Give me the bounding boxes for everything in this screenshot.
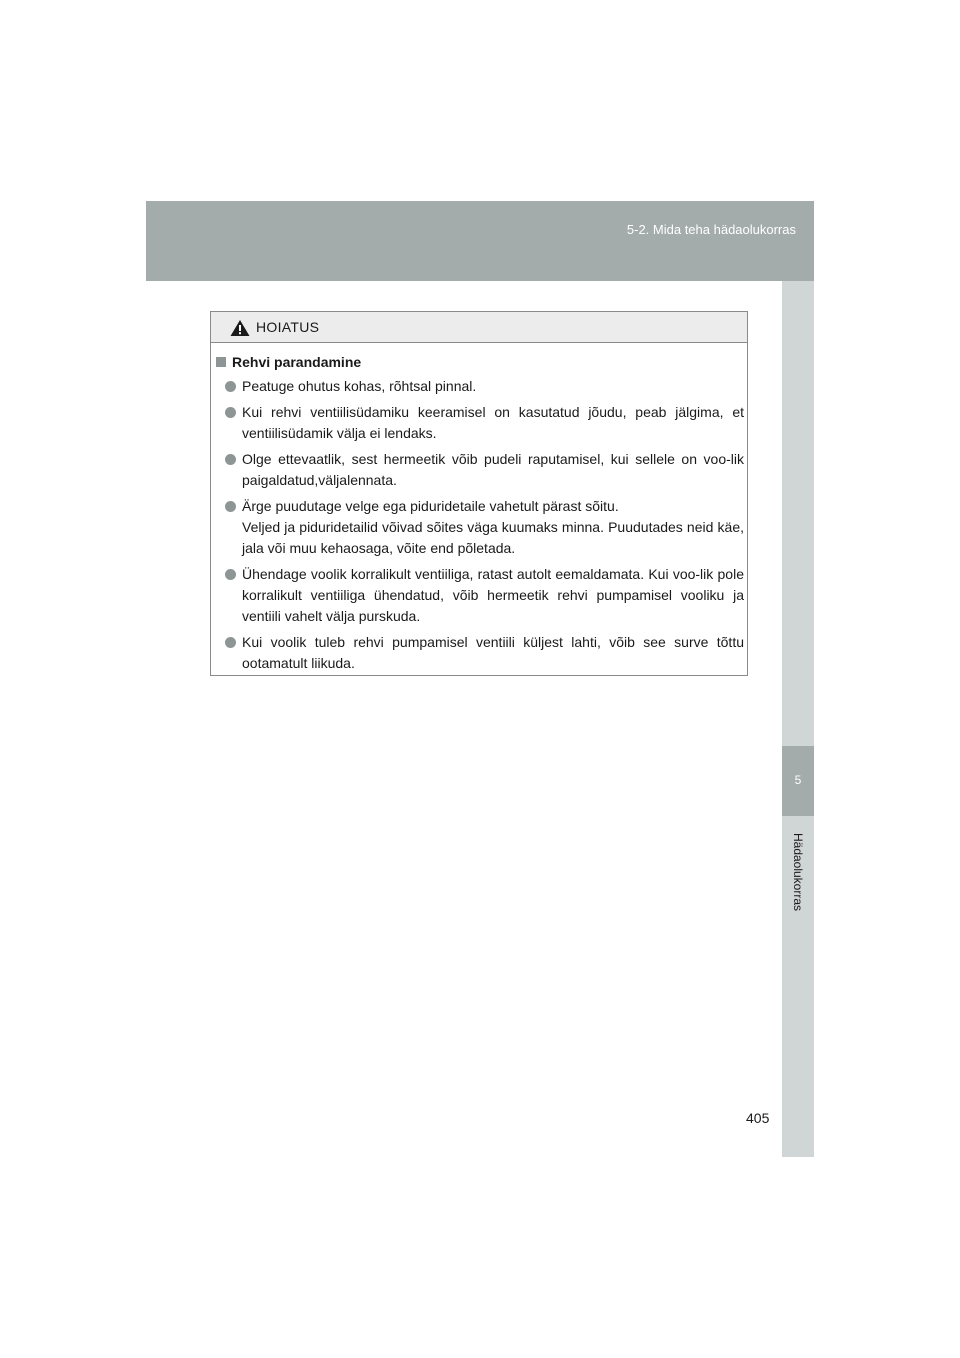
warning-item — [224, 496, 744, 559]
section-heading-text: Rehvi parandamine — [232, 354, 362, 370]
bullet-dot-icon — [225, 407, 236, 418]
section-header-band — [146, 201, 814, 281]
warning-item-text: Ärge puudutage velge ega piduridetaile vahetult pärast sõitu. — [242, 498, 619, 514]
warning-items — [224, 376, 744, 679]
warning-item — [224, 564, 744, 627]
chapter-side-strip — [782, 281, 814, 1157]
warning-item-text: Kui rehvi ventiilisüdamiku keeramisel on kasutatud jõudu, peab jälgima, et ventiilisüdamik välja ei lendaks. — [242, 404, 744, 441]
warning-title: HOIATUS — [256, 319, 320, 335]
warning-item-text: Olge ettevaatlik, sest hermeetik võib pudeli raputamisel, kui sellele on voo-lik paigaldatud,väljalennata. — [242, 451, 744, 488]
bullet-dot-icon — [225, 501, 236, 512]
chapter-title: Hädaolukorras — [791, 832, 805, 912]
warning-item-text: Ühendage voolik korralikult ventiiliga, ratast autolt eemaldamata. Kui voo-lik pole korralikult ventiiliga ühendatud, võib hermeetik rehvi pumpamisel vooliku ja ventiili vahelt välja purskuda. — [242, 566, 744, 624]
warning-item — [224, 376, 744, 397]
warning-item — [224, 449, 744, 491]
bullet-dot-icon — [225, 569, 236, 580]
warning-box — [210, 311, 748, 676]
bullet-dot-icon — [225, 381, 236, 392]
warning-section-heading — [216, 354, 361, 370]
section-title: 5-2. Mida teha hädaolukorras — [626, 222, 796, 237]
warning-item-text: Kui voolik tuleb rehvi pumpamisel ventiili küljest lahti, võib see surve tõttu ootamatult liikuda. — [242, 634, 744, 671]
bullet-dot-icon — [225, 454, 236, 465]
warning-triangle-icon — [230, 319, 250, 337]
page-number: 405 — [746, 1110, 770, 1126]
warning-item-text: Veljed ja piduridetailid võivad sõites väga kuumaks minna. Puudutades neid käe, jala või muu kehaosaga, võite end põletada. — [242, 519, 744, 556]
chapter-tab — [782, 746, 814, 816]
warning-item — [224, 632, 744, 674]
chapter-number: 5 — [794, 773, 802, 787]
warning-item-text: Peatuge ohutus kohas, rõhtsal pinnal. — [242, 378, 477, 394]
warning-header — [211, 312, 747, 343]
warning-item — [224, 402, 744, 444]
square-bullet-icon — [216, 357, 226, 367]
bullet-dot-icon — [225, 637, 236, 648]
